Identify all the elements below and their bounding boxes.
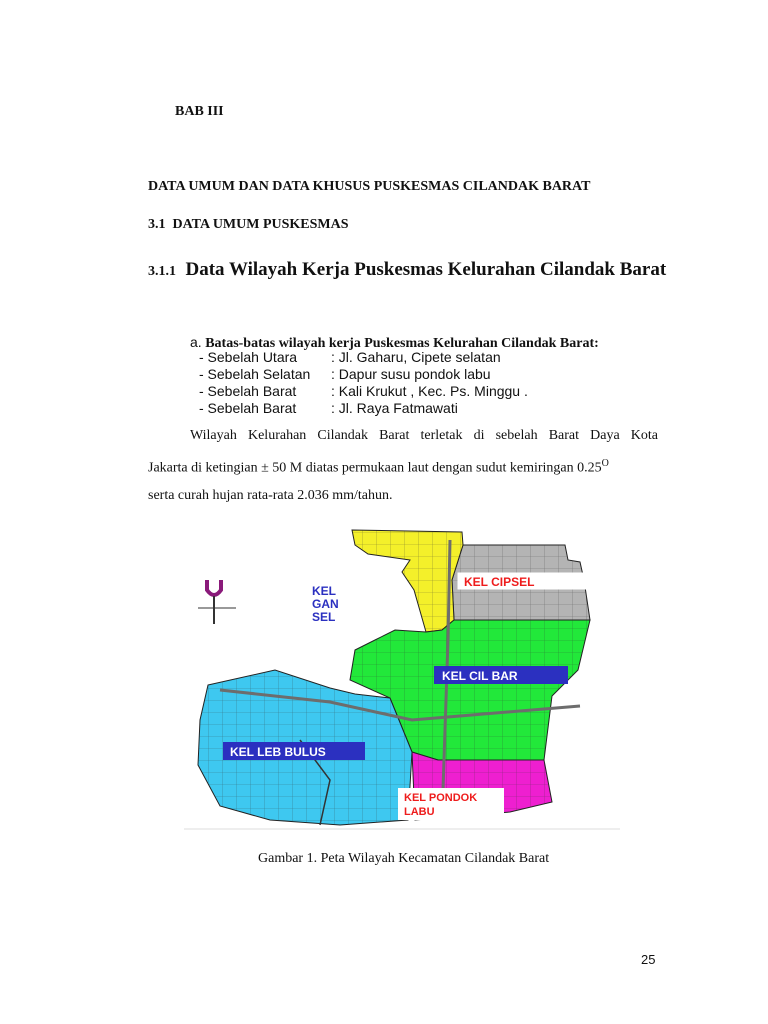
boundary-row	[199, 400, 458, 416]
boundary-direction: - Sebelah Utara	[199, 349, 298, 365]
paragraph-line	[148, 450, 658, 482]
boundary-value: : Dapur susu pondok labu	[331, 366, 491, 382]
north-arrow-icon	[198, 580, 236, 624]
subsection-label: Data Wilayah Kerja Puskesmas Kelurahan Cilandak Barat	[185, 259, 667, 280]
boundaries-title: Batas-batas wilayah kerja Puskesmas Kelurahan Cilandak Barat:	[205, 336, 599, 351]
paragraph-line: Wilayah Kelurahan Cilandak Barat terletak di sebelah Barat Daya Kota	[190, 428, 658, 443]
chapter-heading: BAB III	[175, 104, 224, 119]
figure-caption: Gambar 1. Peta Wilayah Kecamatan Cilandak Barat	[258, 851, 550, 866]
page-number: 25	[641, 952, 656, 967]
paragraph-text: Jakarta di ketingian ± 50 M diatas permukaan laut dengan sudut kemiringan 0.25	[148, 460, 602, 476]
list-marker: a.	[190, 334, 202, 350]
degree-superscript: O	[601, 457, 609, 469]
section-number: 3.1	[148, 217, 166, 232]
boundary-row	[199, 349, 501, 365]
label-kel-gansel-2: GAN	[312, 597, 339, 611]
label-kel-cipsel: KEL CIPSEL	[464, 575, 535, 589]
label-kel-cilbar: KEL CIL BAR	[442, 669, 518, 683]
document-title: DATA UMUM DAN DATA KHUSUS PUSKESMAS CILANDAK BARAT	[148, 179, 591, 194]
label-kel-pondoklabu-1: KEL PONDOK	[404, 792, 478, 804]
boundary-value: : Jl. Gaharu, Cipete selatan	[331, 349, 501, 365]
label-kel-lebbulus: KEL LEB BULUS	[230, 745, 326, 759]
boundary-row	[199, 366, 491, 382]
subsection-heading	[148, 252, 688, 290]
district-map	[180, 520, 630, 830]
boundary-direction: - Sebelah Barat	[199, 383, 297, 399]
section-label: DATA UMUM PUSKESMAS	[172, 217, 349, 232]
body-paragraph	[148, 422, 658, 509]
boundary-direction: - Sebelah Selatan	[199, 366, 311, 382]
label-kel-gansel-1: KEL	[312, 584, 336, 598]
boundary-row	[199, 383, 528, 399]
boundary-value: : Kali Krukut , Kec. Ps. Minggu .	[331, 383, 528, 399]
label-kel-pondoklabu-2: LABU	[404, 806, 435, 818]
paragraph-line: serta curah hujan rata-rata 2.036 mm/tahun.	[148, 487, 393, 503]
boundary-value: : Jl. Raya Fatmawati	[331, 400, 458, 416]
subsection-number: 3.1.1	[148, 264, 176, 279]
label-kel-gansel-3: SEL	[312, 610, 336, 624]
boundary-direction: - Sebelah Barat	[199, 400, 297, 416]
section-heading	[148, 217, 349, 233]
